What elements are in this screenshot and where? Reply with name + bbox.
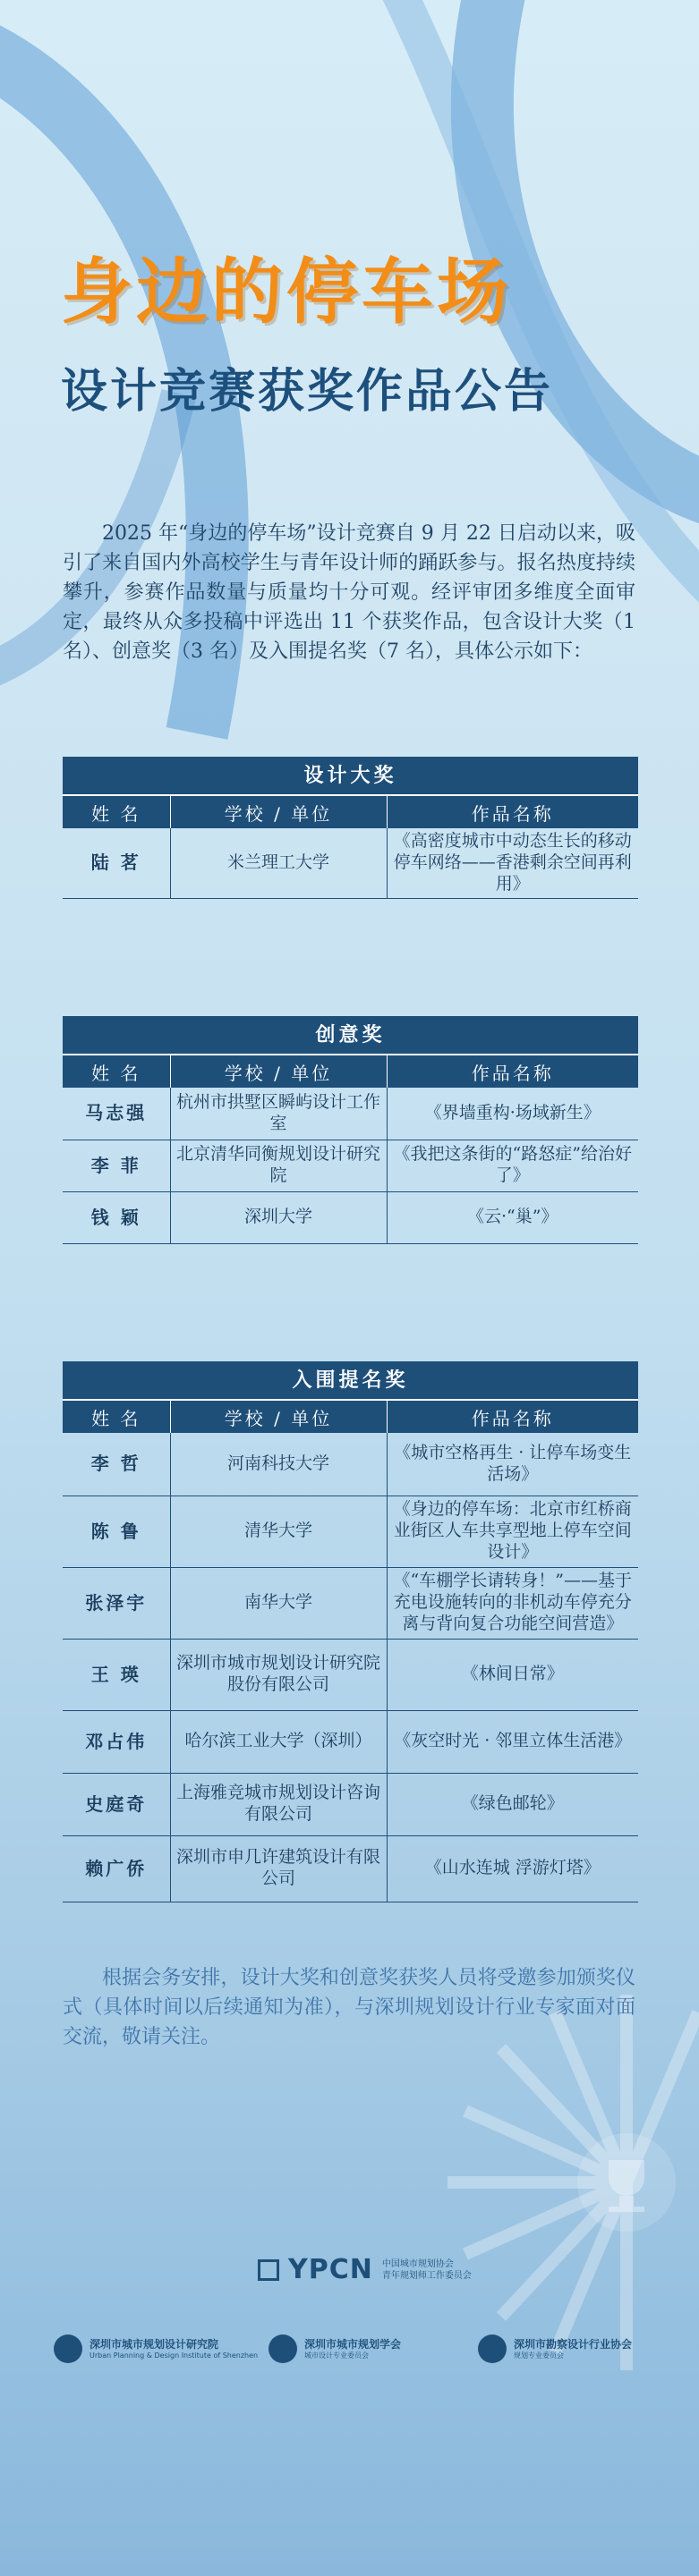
ypcn-caption-line1: 中国城市规划协会 xyxy=(381,2258,454,2269)
winner-school: 清华大学 xyxy=(170,1496,387,1567)
winner-name: 李 菲 xyxy=(63,1140,170,1191)
winner-work: 《山水连城 浮游灯塔》 xyxy=(387,1835,638,1902)
award-table-grand xyxy=(63,757,638,899)
winner-work: 《我把这条街的“路怒症”给治好了》 xyxy=(387,1140,638,1191)
society-name: 深圳市城市规划学会 xyxy=(304,2337,402,2351)
updis-name: 深圳市城市规划设计研究院 xyxy=(90,2337,219,2351)
winner-name: 赖广侨 xyxy=(63,1835,170,1902)
updis-name-en: Urban Planning & Design Institute of Shenzhen xyxy=(90,2351,259,2360)
winner-work: 《绿色邮轮》 xyxy=(387,1773,638,1835)
winner-name: 陈 鲁 xyxy=(63,1496,170,1567)
column-header-school: 学校 / 单位 xyxy=(170,796,387,828)
winner-school: 深圳市城市规划设计研究院股份有限公司 xyxy=(170,1639,387,1710)
ypcn-caption-line2: 青年规划师工作委员会 xyxy=(381,2270,472,2281)
winner-school: 杭州市拱墅区瞬屿设计工作室 xyxy=(170,1088,387,1140)
column-header-work: 作品名称 xyxy=(387,796,638,828)
winner-work: 《高密度城市中动态生长的移动停车网络——香港剩余空间再利用》 xyxy=(387,828,638,898)
award-title: 设计大奖 xyxy=(63,757,638,796)
winner-name: 邓占伟 xyxy=(63,1710,170,1773)
society-logo-icon xyxy=(269,2334,297,2363)
winner-school: 河南科技大学 xyxy=(170,1433,387,1496)
winner-name: 马志强 xyxy=(63,1088,170,1140)
winner-name: 王 瑛 xyxy=(63,1639,170,1710)
association-subname: 规划专业委员会 xyxy=(514,2351,564,2360)
table-row xyxy=(63,1710,638,1773)
winner-school: 哈尔滨工业大学（深圳） xyxy=(170,1710,387,1773)
updis-text xyxy=(90,2338,258,2360)
org-logo-society xyxy=(269,2334,401,2363)
winner-name: 张泽宇 xyxy=(63,1567,170,1639)
winner-work: 《界墙重构·场域新生》 xyxy=(387,1088,638,1140)
winner-name: 陆 茗 xyxy=(63,828,170,898)
winner-school: 上海雅竞城市规划设计咨询有限公司 xyxy=(170,1773,387,1835)
ypcn-logo xyxy=(258,2254,472,2285)
winner-school: 深圳大学 xyxy=(170,1191,387,1243)
ypcn-wordmark: YPCN xyxy=(288,2254,373,2285)
column-header-name: 姓 名 xyxy=(63,1401,170,1433)
award-title: 入围提名奖 xyxy=(63,1361,638,1401)
table-row xyxy=(63,1567,638,1639)
winner-school: 米兰理工大学 xyxy=(170,828,387,898)
table-row xyxy=(63,1835,638,1902)
association-text xyxy=(514,2338,632,2360)
column-header-name: 姓 名 xyxy=(63,1055,170,1088)
winner-school: 南华大学 xyxy=(170,1567,387,1639)
winner-school: 北京清华同衡规划设计研究院 xyxy=(170,1140,387,1191)
winner-work: 《城市空格再生 · 让停车场变生活场》 xyxy=(387,1433,638,1496)
sponsor-logos xyxy=(0,2254,699,2415)
column-header-school: 学校 / 单位 xyxy=(170,1401,387,1433)
table-row xyxy=(63,1088,638,1140)
award-table-nominee xyxy=(63,1361,638,1902)
table-row xyxy=(63,1496,638,1567)
column-header-work: 作品名称 xyxy=(387,1055,638,1088)
association-name: 深圳市勘察设计行业协会 xyxy=(514,2337,633,2351)
winner-work: 《“车棚学长请转身！”——基于充电设施转向的非机动车停充分离与背向复合功能空间营造》 xyxy=(387,1567,638,1639)
org-logo-updis xyxy=(54,2334,258,2363)
award-title: 创意奖 xyxy=(63,1016,638,1055)
closing-paragraph: 根据会务安排，设计大奖和创意奖获奖人员将受邀参加颁奖仪式（具体时间以后续通知为准），与深圳规划设计行业专家面对面交流，敬请关注。 xyxy=(63,1967,635,2048)
page-title: 身边的停车场 xyxy=(61,250,512,334)
association-logo-icon xyxy=(478,2334,507,2363)
table-row xyxy=(63,1639,638,1710)
winner-work: 《灰空时光 · 邻里立体生活港》 xyxy=(387,1710,638,1773)
ypcn-caption xyxy=(382,2258,472,2282)
winner-work: 《云·“巢”》 xyxy=(387,1191,638,1243)
award-table-creative xyxy=(63,1016,638,1244)
page-subtitle: 设计竞赛获奖作品公告 xyxy=(61,365,554,419)
society-text xyxy=(304,2338,401,2360)
ypcn-mark-icon xyxy=(258,2259,279,2281)
winner-name: 钱 颖 xyxy=(63,1191,170,1243)
column-header-school: 学校 / 单位 xyxy=(170,1055,387,1088)
winner-work: 《身边的停车场：北京市红桥商业街区人车共享型地上停车空间设计》 xyxy=(387,1496,638,1567)
table-row xyxy=(63,828,638,898)
intro-paragraph: 2025 年“身边的停车场”设计竞赛自 9 月 22 日启动以来，吸引了来自国内外高校学生与青年设计师的踊跃参与。报名热度持续攀升，参赛作品数量与质量均十分可观。经评审团多维度全面审定，最终从众多投稿中评选出 11 个获奖作品，包含设计大奖（1 名）、创意奖（3 名）及入围提名奖（7 名），具体公示如下： xyxy=(63,522,635,663)
table-row xyxy=(63,1773,638,1835)
winner-name: 史庭奇 xyxy=(63,1773,170,1835)
table-row xyxy=(63,1191,638,1243)
column-header-work: 作品名称 xyxy=(387,1401,638,1433)
org-logo-association xyxy=(478,2334,632,2363)
table-row xyxy=(63,1433,638,1496)
winner-school: 深圳市申几许建筑设计有限公司 xyxy=(170,1835,387,1902)
winner-name: 李 哲 xyxy=(63,1433,170,1496)
winner-work: 《林间日常》 xyxy=(387,1639,638,1710)
table-row xyxy=(63,1140,638,1191)
updis-logo-icon xyxy=(54,2334,82,2363)
column-header-name: 姓 名 xyxy=(63,796,170,828)
society-subname: 城市设计专业委员会 xyxy=(304,2351,369,2360)
